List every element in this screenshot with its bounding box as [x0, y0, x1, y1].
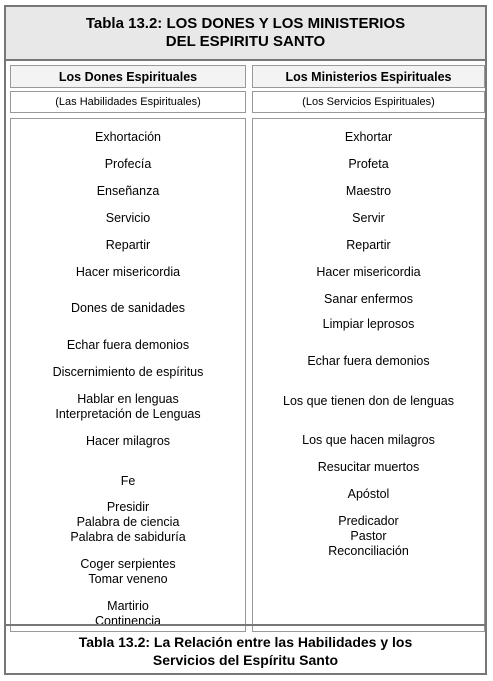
subheader-right: (Los Servicios Espirituales) — [252, 91, 485, 113]
left-item: Echar fuera demonios — [66, 338, 190, 352]
right-item: Pastor — [350, 529, 387, 543]
right-item: Sanar enfermos — [324, 292, 413, 306]
subheader-left: (Las Habilidades Espirituales) — [10, 91, 246, 113]
left-item: Discernimiento de espíritus — [52, 365, 204, 379]
left-item: Enseñanza — [96, 184, 160, 198]
left-item: Interpretación de Lenguas — [55, 407, 201, 421]
caption-line-2: Servicios del Espíritu Santo — [152, 651, 339, 668]
left-item: Hacer milagros — [85, 434, 171, 448]
left-item: Servicio — [105, 211, 151, 225]
left-item: Palabra de sabiduría — [70, 530, 186, 544]
right-item: Hacer misericordia — [316, 265, 421, 279]
right-column — [252, 118, 485, 632]
header-right: Los Ministerios Espirituales — [252, 65, 485, 88]
left-item: Tomar veneno — [88, 572, 168, 586]
left-item: Palabra de ciencia — [76, 515, 180, 529]
right-item: Servir — [352, 211, 385, 225]
left-item: Fe — [120, 474, 136, 488]
caption-line-1: Tabla 13.2: La Relación entre las Habilidades y los — [78, 633, 413, 650]
left-item: Presidir — [106, 500, 150, 514]
title-line-1: Tabla 13.2: LOS DONES Y LOS MINISTERIOS — [85, 15, 406, 32]
header-left: Los Dones Espirituales — [10, 65, 246, 88]
table-caption — [6, 624, 485, 675]
right-item: Apóstol — [347, 487, 390, 501]
right-item: Maestro — [345, 184, 392, 198]
left-item: Hablar en lenguas — [77, 392, 179, 406]
left-item: Dones de sanidades — [71, 301, 185, 315]
title-line-2: DEL ESPIRITU SANTO — [165, 33, 326, 50]
right-item: Reconciliación — [328, 544, 409, 558]
left-item: Martirio — [107, 599, 149, 613]
left-column — [10, 118, 246, 632]
right-item: Los que tienen don de lenguas — [283, 394, 454, 408]
left-item: Continencia — [94, 614, 161, 628]
left-item: Repartir — [105, 238, 151, 252]
left-item: Hacer misericordia — [75, 265, 181, 279]
right-item: Resucitar muertos — [317, 460, 420, 474]
right-item: Predicador — [338, 514, 399, 528]
right-item: Profeta — [348, 157, 389, 171]
left-item: Exhortación — [94, 130, 161, 144]
right-item: Exhortar — [344, 130, 393, 144]
right-item: Repartir — [346, 238, 391, 252]
table-frame — [4, 5, 487, 675]
right-item: Echar fuera demonios — [307, 354, 430, 368]
right-item: Limpiar leprosos — [322, 317, 415, 331]
right-item: Los que hacen milagros — [302, 433, 435, 447]
table-title — [6, 7, 485, 61]
left-item: Profecía — [104, 157, 152, 171]
left-item: Coger serpientes — [80, 557, 176, 571]
